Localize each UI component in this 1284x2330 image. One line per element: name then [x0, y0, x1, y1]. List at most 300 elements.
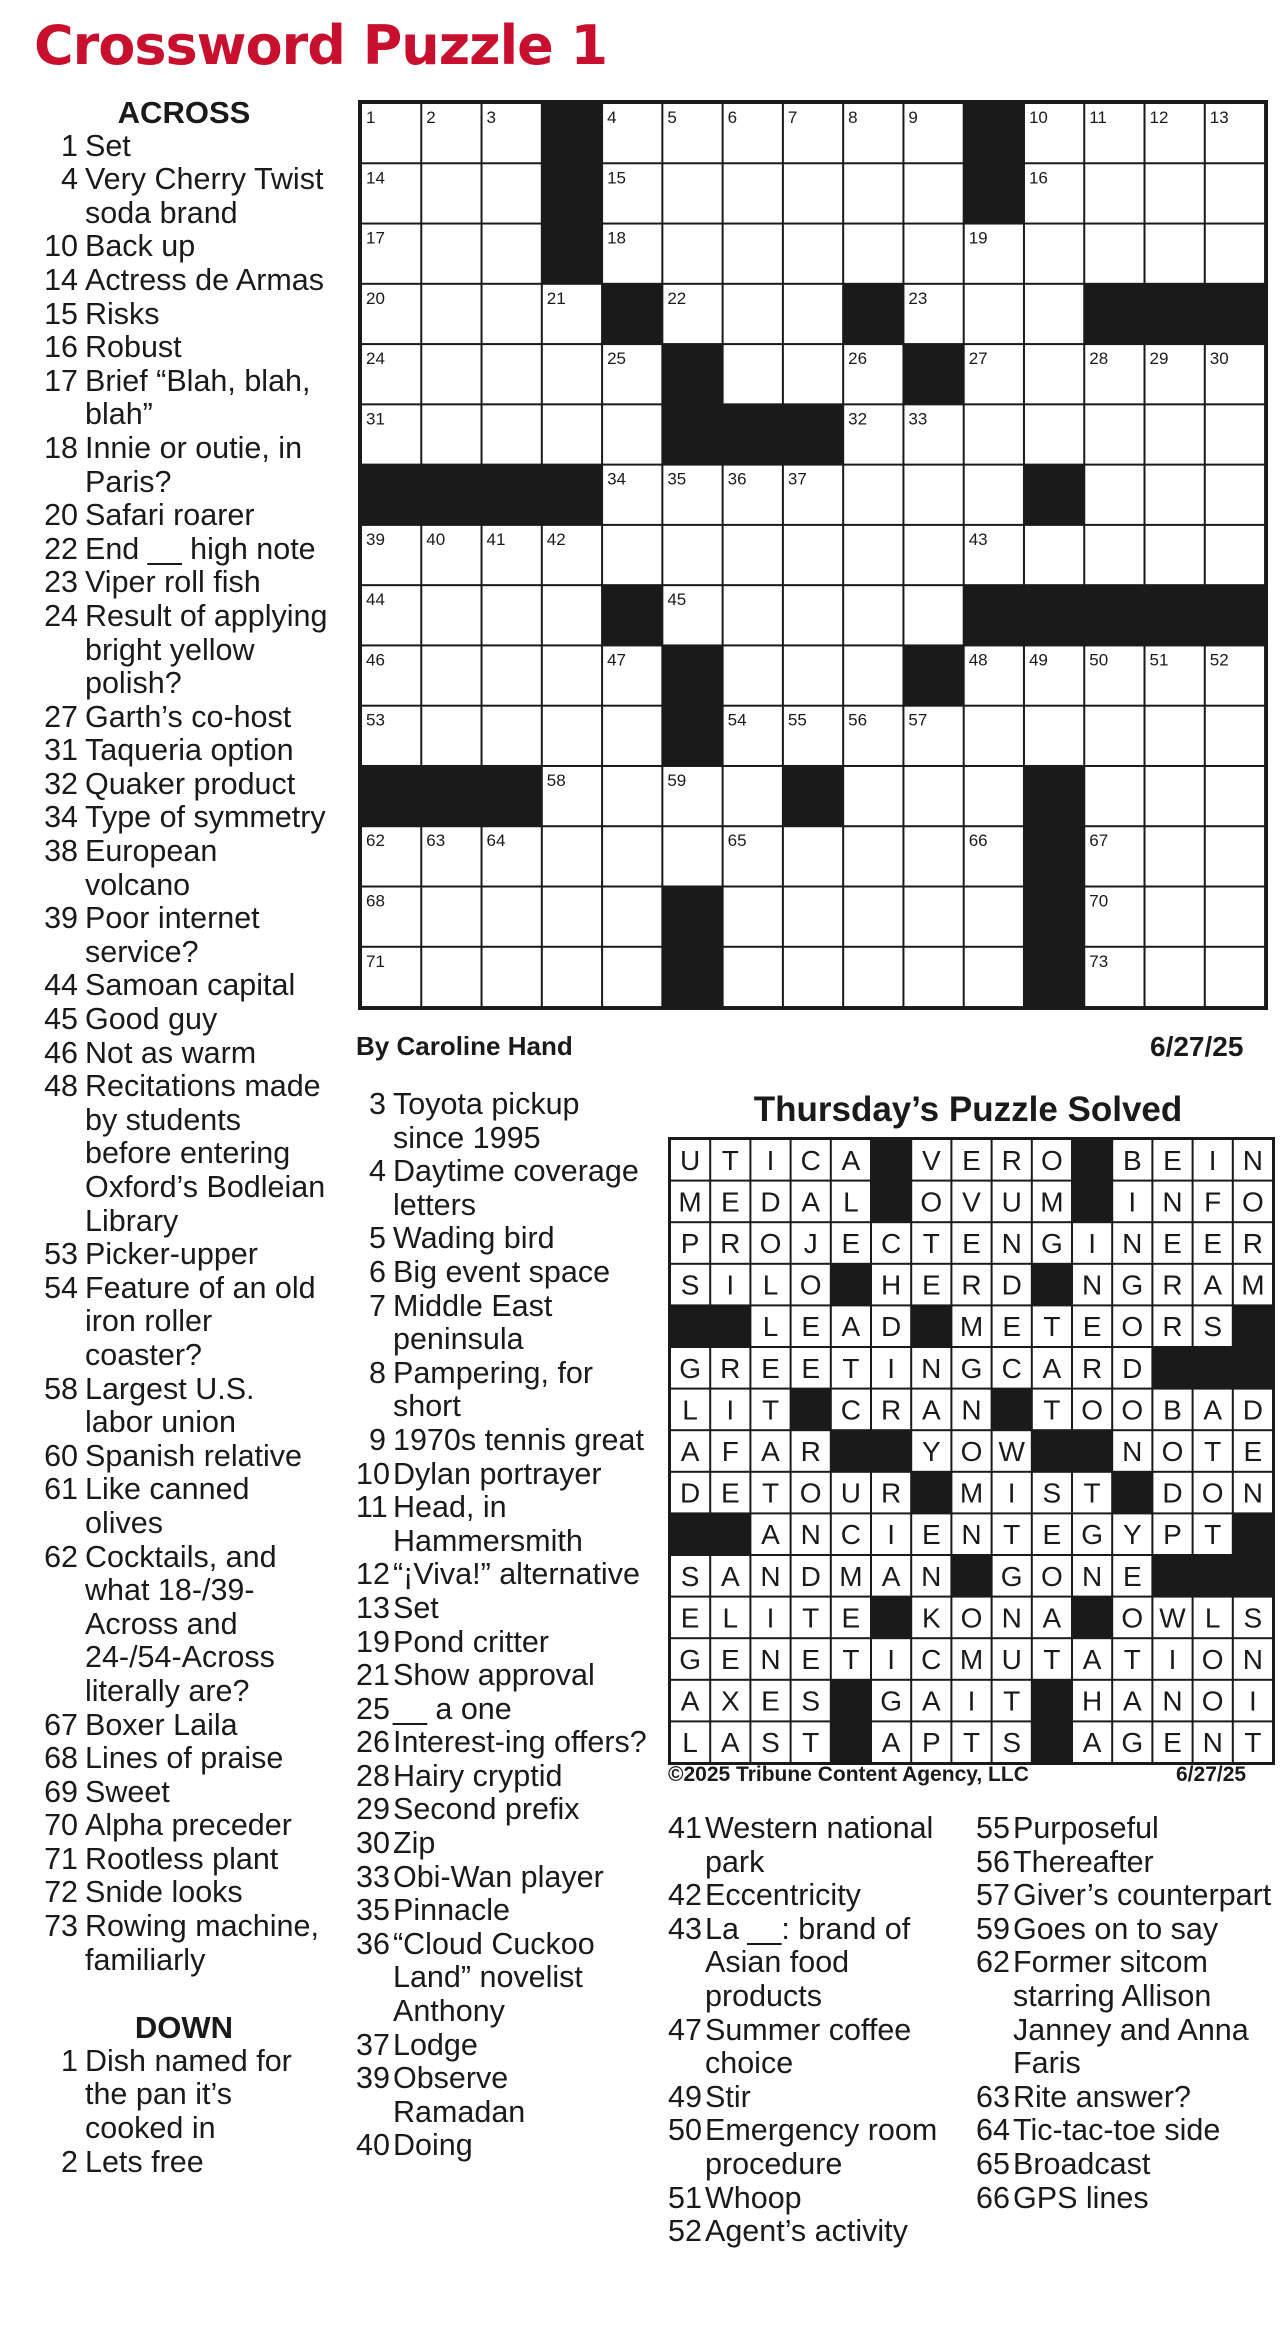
clue-number: 13 [356, 1590, 390, 1625]
solved-letter: X [720, 1685, 740, 1717]
grid-cell[interactable] [1085, 707, 1143, 765]
solved-letter: M [959, 1644, 984, 1675]
grid-cell[interactable] [965, 405, 1023, 463]
clue-number: 23 [44, 565, 78, 600]
grid-cell[interactable] [603, 767, 661, 825]
clue-number: 65 [976, 2146, 1010, 2181]
grid-cell[interactable] [422, 164, 480, 222]
solved-letter: R [800, 1436, 821, 1467]
solved-letter: A [881, 1727, 901, 1759]
clue-text: Dish named for the pan it’s cooked in [85, 2043, 292, 2146]
solved-letter: A [680, 1436, 700, 1467]
grid-cell[interactable] [1146, 164, 1204, 222]
grid-cell[interactable] [1146, 526, 1204, 584]
cell-number: 4 [607, 108, 617, 127]
grid-cell[interactable] [543, 345, 601, 403]
clue-text: Recitations made by students before entering Oxford’s Bodleian Library [85, 1069, 326, 1238]
clue-text: Set [85, 128, 131, 163]
clue-text: Stir [705, 2079, 751, 2114]
grid-cell[interactable] [724, 948, 782, 1006]
clue-text: Garth’s co-host [85, 699, 292, 734]
clue-number: 20 [44, 498, 78, 533]
clue-text: Sweet [85, 1774, 170, 1809]
clue-text: Thereafter [1013, 1844, 1154, 1879]
solved-letter: T [1204, 1436, 1222, 1467]
grid-cell[interactable] [844, 466, 902, 524]
clue-text: Head, in Hammersmith [393, 1490, 583, 1558]
clue-number: 4 [369, 1154, 386, 1189]
solved-letter: C [880, 1228, 902, 1259]
solved-letter: O [1242, 1186, 1264, 1218]
clue-item [356, 1693, 648, 1727]
clue-item [976, 2182, 1276, 2216]
cell-number: 32 [848, 409, 868, 429]
grid-cell[interactable] [724, 285, 782, 343]
grid-cell[interactable] [1085, 767, 1143, 825]
solved-letter: O [960, 1602, 983, 1634]
clue-number: 47 [668, 2012, 702, 2047]
grid-cell[interactable] [844, 225, 902, 283]
grid-cell[interactable] [844, 827, 902, 885]
grid-cell[interactable] [1206, 466, 1264, 524]
solved-letter: L [843, 1186, 859, 1218]
clue-number: 43 [668, 1911, 702, 1946]
clue-number: 1 [61, 128, 78, 163]
solved-letter: C [921, 1644, 942, 1675]
solved-letter: I [967, 1685, 976, 1717]
crossword-grid[interactable] [358, 100, 1268, 1010]
grid-cell[interactable] [1085, 225, 1143, 283]
cell-number: 62 [366, 831, 385, 851]
grid-cell[interactable] [844, 164, 902, 222]
grid-cell[interactable] [1206, 526, 1264, 584]
down-heading: DOWN [134, 2010, 234, 2046]
clue-text: Rootless plant [85, 1841, 279, 1876]
grid-cell[interactable] [483, 164, 541, 222]
grid-cell[interactable] [724, 586, 782, 644]
clue-text: Feature of an old iron roller coaster? [85, 1270, 316, 1372]
solved-letter: T [1003, 1685, 1021, 1717]
clue-text: Interest-ing offers? [393, 1725, 647, 1760]
clue-number: 69 [44, 1774, 78, 1809]
cell-number: 13 [1209, 108, 1229, 127]
clue-number: 46 [44, 1035, 78, 1070]
clue-item [668, 2014, 960, 2081]
solved-letter: D [1162, 1477, 1183, 1509]
grid-cell[interactable] [1146, 888, 1204, 946]
clue-item [38, 1238, 330, 1272]
grid-cell[interactable] [483, 888, 541, 946]
solved-date: 6/27/25 [1176, 1763, 1247, 1786]
clue-item [976, 2148, 1276, 2182]
solved-letter: S [680, 1269, 700, 1301]
cell-number: 36 [727, 469, 747, 489]
clue-item [356, 1861, 648, 1895]
clue-number: 3 [369, 1087, 386, 1121]
grid-cell[interactable] [1206, 707, 1264, 765]
clue-number: 55 [976, 1811, 1010, 1845]
solved-letter: A [921, 1394, 941, 1426]
solved-letter: K [921, 1602, 941, 1634]
clue-text: Goes on to say [1013, 1911, 1219, 1946]
clue-text: Risks [85, 296, 160, 331]
clue-item [356, 1928, 648, 2029]
grid-cell[interactable] [724, 225, 782, 283]
grid-cell[interactable] [1206, 164, 1264, 222]
grid-cell[interactable] [422, 707, 480, 765]
grid-cell[interactable] [724, 767, 782, 825]
solved-letter: S [761, 1727, 780, 1759]
solved-letter: I [766, 1144, 775, 1176]
clue-text: Purposeful [1013, 1811, 1159, 1845]
solved-letter: E [1163, 1144, 1182, 1176]
grid-cell[interactable] [1025, 405, 1083, 463]
grid-cell[interactable] [1206, 948, 1264, 1006]
solved-letter: M [839, 1560, 863, 1592]
clue-text: Not as warm [85, 1035, 257, 1070]
solved-letter: N [921, 1560, 942, 1592]
grid-cell[interactable] [422, 285, 480, 343]
grid-cell[interactable] [422, 405, 480, 463]
clue-number: 12 [356, 1557, 390, 1592]
grid-cell[interactable] [663, 526, 721, 584]
grid-cell[interactable] [784, 827, 842, 885]
grid-cell[interactable] [784, 164, 842, 222]
grid-cell[interactable] [1146, 225, 1204, 283]
grid-cell[interactable] [1025, 345, 1083, 403]
grid-cell[interactable] [724, 164, 782, 222]
grid-cell[interactable] [904, 466, 962, 524]
grid-cell[interactable] [543, 888, 601, 946]
cell-number: 3 [486, 108, 497, 127]
solved-letter: S [1243, 1602, 1263, 1634]
grid-cell[interactable] [784, 888, 842, 946]
clue-number: 36 [356, 1926, 390, 1961]
grid-cell[interactable] [904, 586, 962, 644]
clue-text: Middle East peninsula [393, 1288, 553, 1357]
clue-number: 51 [668, 2180, 702, 2215]
grid-cell[interactable] [1146, 466, 1204, 524]
clue-text: Lodge [393, 2027, 478, 2062]
clue-text: Alpha preceder [85, 1808, 292, 1843]
solved-letter: N [1162, 1186, 1183, 1218]
solved-letter: O [920, 1186, 943, 1218]
grid-cell[interactable] [483, 586, 541, 644]
grid-cell[interactable] [1085, 526, 1143, 584]
grid-cell[interactable] [844, 888, 902, 946]
grid-cell[interactable] [483, 225, 541, 283]
grid-cell[interactable] [965, 707, 1023, 765]
grid-cell[interactable] [1025, 526, 1083, 584]
solved-letter: E [761, 1685, 780, 1717]
solved-letter: E [1122, 1560, 1142, 1592]
clue-number: 32 [44, 766, 78, 801]
clue-text: Emergency room procedure [705, 2113, 938, 2181]
grid-cell[interactable] [483, 405, 541, 463]
solved-letter: N [1242, 1144, 1264, 1176]
clue-number: 40 [356, 2128, 390, 2163]
solved-puzzle-title: Thursday’s Puzzle Solved [753, 1090, 1183, 1129]
grid-cell[interactable] [784, 526, 842, 584]
clue-number: 30 [356, 1826, 390, 1861]
clue-number: 62 [976, 1945, 1010, 1980]
grid-cell[interactable] [904, 948, 962, 1006]
grid-cell[interactable] [422, 646, 480, 704]
cell-number: 42 [546, 529, 566, 549]
solved-letter: S [801, 1685, 821, 1717]
down-clue-list-4 [976, 1812, 1276, 2215]
clue-item [38, 533, 330, 567]
cell-number: 57 [908, 710, 928, 730]
solved-letter: R [720, 1352, 741, 1384]
solved-letter: G [1081, 1519, 1103, 1551]
clue-item [356, 1558, 648, 1592]
solved-letter: G [1000, 1560, 1023, 1592]
clue-item [38, 1440, 330, 1474]
grid-cell[interactable] [422, 225, 480, 283]
grid-cell[interactable] [844, 586, 902, 644]
grid-cell[interactable] [1206, 767, 1264, 825]
clue-number: 5 [369, 1221, 386, 1256]
solved-letter: G [679, 1352, 701, 1384]
clue-text: Snide looks [85, 1875, 243, 1910]
solved-letter: E [1042, 1519, 1062, 1551]
solved-letter: L [722, 1602, 739, 1634]
grid-cell[interactable] [1146, 405, 1204, 463]
solved-letter: E [1002, 1311, 1022, 1343]
clue-text: Back up [85, 229, 196, 264]
grid-cell[interactable] [603, 827, 661, 885]
cell-number: 26 [848, 349, 868, 369]
cell-number: 73 [1089, 951, 1109, 971]
grid-cell[interactable] [844, 767, 902, 825]
clue-text: Rowing machine, familiarly [85, 1909, 319, 1977]
grid-cell[interactable] [844, 948, 902, 1006]
grid-cell[interactable] [784, 948, 842, 1006]
grid-cell[interactable] [603, 948, 661, 1006]
cell-number: 33 [908, 409, 928, 429]
solved-letter: A [841, 1144, 861, 1176]
grid-cell[interactable] [1085, 405, 1143, 463]
grid-cell[interactable] [422, 948, 480, 1006]
grid-cell[interactable] [844, 526, 902, 584]
clue-text: European volcano [85, 834, 218, 902]
clue-item [38, 801, 330, 835]
grid-cell[interactable] [784, 285, 842, 343]
solved-letter: E [962, 1228, 981, 1259]
grid-cell[interactable] [543, 586, 601, 644]
grid-cell[interactable] [663, 827, 721, 885]
grid-cell[interactable] [965, 767, 1023, 825]
solved-letter: D [1001, 1269, 1022, 1301]
grid-cell[interactable] [1146, 948, 1204, 1006]
clue-item [668, 1879, 960, 1913]
down-clue-list-1 [38, 2045, 330, 2179]
grid-cell[interactable] [603, 707, 661, 765]
grid-cell[interactable] [904, 888, 962, 946]
clue-number: 52 [668, 2214, 702, 2249]
clue-number: 48 [44, 1069, 78, 1104]
solved-letter: D [880, 1311, 902, 1343]
grid-cell[interactable] [724, 646, 782, 704]
solved-letter: A [1082, 1727, 1102, 1759]
solved-letter: E [720, 1477, 740, 1509]
grid-cell[interactable] [543, 948, 601, 1006]
grid-cell[interactable] [965, 948, 1023, 1006]
cell-number: 1 [366, 108, 376, 127]
grid-cell[interactable] [1206, 888, 1264, 946]
clue-item [356, 1626, 648, 1660]
grid-cell[interactable] [844, 646, 902, 704]
clue-number: 17 [44, 363, 78, 398]
grid-cell[interactable] [965, 285, 1023, 343]
grid-cell[interactable] [1206, 225, 1264, 283]
solved-letter: H [880, 1269, 902, 1301]
grid-cell[interactable] [1025, 707, 1083, 765]
clue-text: Actress de Armas [85, 262, 324, 297]
clue-text: Hairy cryptid [393, 1758, 563, 1793]
clue-item [356, 1458, 648, 1492]
grid-cell[interactable] [1146, 707, 1204, 765]
solved-letter: O [799, 1269, 822, 1301]
grid-cell[interactable] [543, 646, 601, 704]
solved-letter: O [1121, 1311, 1144, 1343]
grid-cell[interactable] [483, 285, 541, 343]
solved-letter: D [1122, 1352, 1143, 1384]
cell-number: 21 [546, 288, 566, 308]
solved-letter: M [1241, 1269, 1265, 1301]
grid-cell[interactable] [422, 888, 480, 946]
grid-cell[interactable] [1085, 466, 1143, 524]
clue-item [356, 1760, 648, 1794]
grid-cell[interactable] [904, 225, 962, 283]
grid-cell[interactable] [483, 646, 541, 704]
clue-text: GPS lines [1013, 2180, 1149, 2215]
clue-item [38, 1709, 330, 1743]
solved-letter: T [922, 1228, 940, 1259]
solved-letter: E [720, 1644, 740, 1675]
grid-cell[interactable] [483, 707, 541, 765]
solved-letter: Y [1122, 1519, 1142, 1551]
clue-text: __ a one [393, 1691, 512, 1726]
grid-cell[interactable] [1085, 164, 1143, 222]
clue-number: 22 [44, 531, 78, 566]
grid-cell[interactable] [724, 888, 782, 946]
grid-cell[interactable] [543, 405, 601, 463]
clue-text: Cocktails, and what 18-/39-Across and 24-/54-Across literally are? [85, 1539, 277, 1708]
grid-cell[interactable] [1146, 827, 1204, 885]
grid-cell[interactable] [422, 586, 480, 644]
clue-number: 71 [44, 1841, 78, 1876]
across-heading: ACROSS [117, 95, 251, 130]
solved-letter: A [801, 1186, 821, 1218]
cell-number: 51 [1149, 650, 1169, 670]
clue-text: Second prefix [393, 1792, 580, 1827]
clue-item [668, 2114, 960, 2181]
solved-letter: A [1122, 1685, 1142, 1717]
grid-cell[interactable] [603, 888, 661, 946]
solved-letter: U [1001, 1644, 1022, 1675]
clue-number: 26 [356, 1725, 390, 1760]
clue-number: 15 [44, 296, 78, 331]
solved-letter: A [680, 1685, 700, 1717]
grid-cell[interactable] [483, 948, 541, 1006]
grid-cell[interactable] [603, 526, 661, 584]
grid-cell[interactable] [1206, 405, 1264, 463]
clue-number: 21 [356, 1658, 390, 1693]
solved-letter: N [1001, 1602, 1022, 1634]
solved-letter: M [678, 1186, 702, 1218]
clue-number: 24 [44, 598, 78, 633]
grid-cell[interactable] [1206, 827, 1264, 885]
grid-cell[interactable] [904, 526, 962, 584]
clue-item [38, 1373, 330, 1440]
cell-number: 48 [968, 650, 988, 670]
grid-cell[interactable] [904, 827, 962, 885]
grid-cell[interactable] [724, 526, 782, 584]
solved-letter: A [720, 1727, 740, 1759]
grid-cell[interactable] [483, 345, 541, 403]
grid-cell[interactable] [904, 164, 962, 222]
down-clue-column-4 [976, 1812, 1276, 2215]
clue-text: Lines of praise [85, 1741, 284, 1776]
clue-text: Former sitcom starring Allison Janney and Anna Faris [1013, 1945, 1249, 2081]
solved-letter: V [921, 1144, 941, 1176]
grid-cell[interactable] [603, 405, 661, 463]
solved-letter: E [921, 1269, 941, 1301]
grid-cell[interactable] [904, 767, 962, 825]
cell-number: 29 [1149, 349, 1169, 369]
solved-letter: I [887, 1644, 895, 1675]
clue-number: 56 [976, 1844, 1010, 1879]
clue-number: 10 [356, 1456, 390, 1491]
cell-number: 31 [366, 409, 385, 429]
clue-item [38, 768, 330, 802]
solved-letter: N [961, 1519, 982, 1551]
clue-text: Samoan capital [85, 968, 296, 1003]
clue-text: La __: brand of Asian food products [705, 1911, 911, 2013]
cell-number: 34 [607, 469, 627, 489]
cell-number: 17 [366, 228, 385, 248]
grid-cell[interactable] [543, 827, 601, 885]
solved-letter: S [1002, 1727, 1022, 1759]
grid-cell[interactable] [1025, 225, 1083, 283]
solved-letter: C [840, 1394, 862, 1426]
grid-cell[interactable] [965, 888, 1023, 946]
grid-cell[interactable] [422, 345, 480, 403]
clue-number: 39 [44, 901, 78, 936]
grid-cell[interactable] [965, 466, 1023, 524]
cell-number: 10 [1028, 108, 1048, 127]
grid-cell[interactable] [1025, 285, 1083, 343]
grid-cell[interactable] [543, 707, 601, 765]
grid-cell[interactable] [663, 225, 721, 283]
grid-cell[interactable] [784, 225, 842, 283]
solved-letter: N [1001, 1228, 1022, 1259]
grid-cell[interactable] [784, 646, 842, 704]
grid-cell[interactable] [724, 345, 782, 403]
clue-item [668, 2081, 960, 2115]
grid-cell[interactable] [784, 345, 842, 403]
grid-cell[interactable] [663, 164, 721, 222]
grid-cell[interactable] [1146, 767, 1204, 825]
solved-letter: N [1162, 1685, 1183, 1717]
clue-number: 45 [44, 1002, 78, 1037]
solved-letter: L [1204, 1602, 1221, 1634]
solved-letter: N [760, 1644, 781, 1675]
grid-svg[interactable] [361, 103, 1265, 1007]
grid-cell[interactable] [784, 586, 842, 644]
